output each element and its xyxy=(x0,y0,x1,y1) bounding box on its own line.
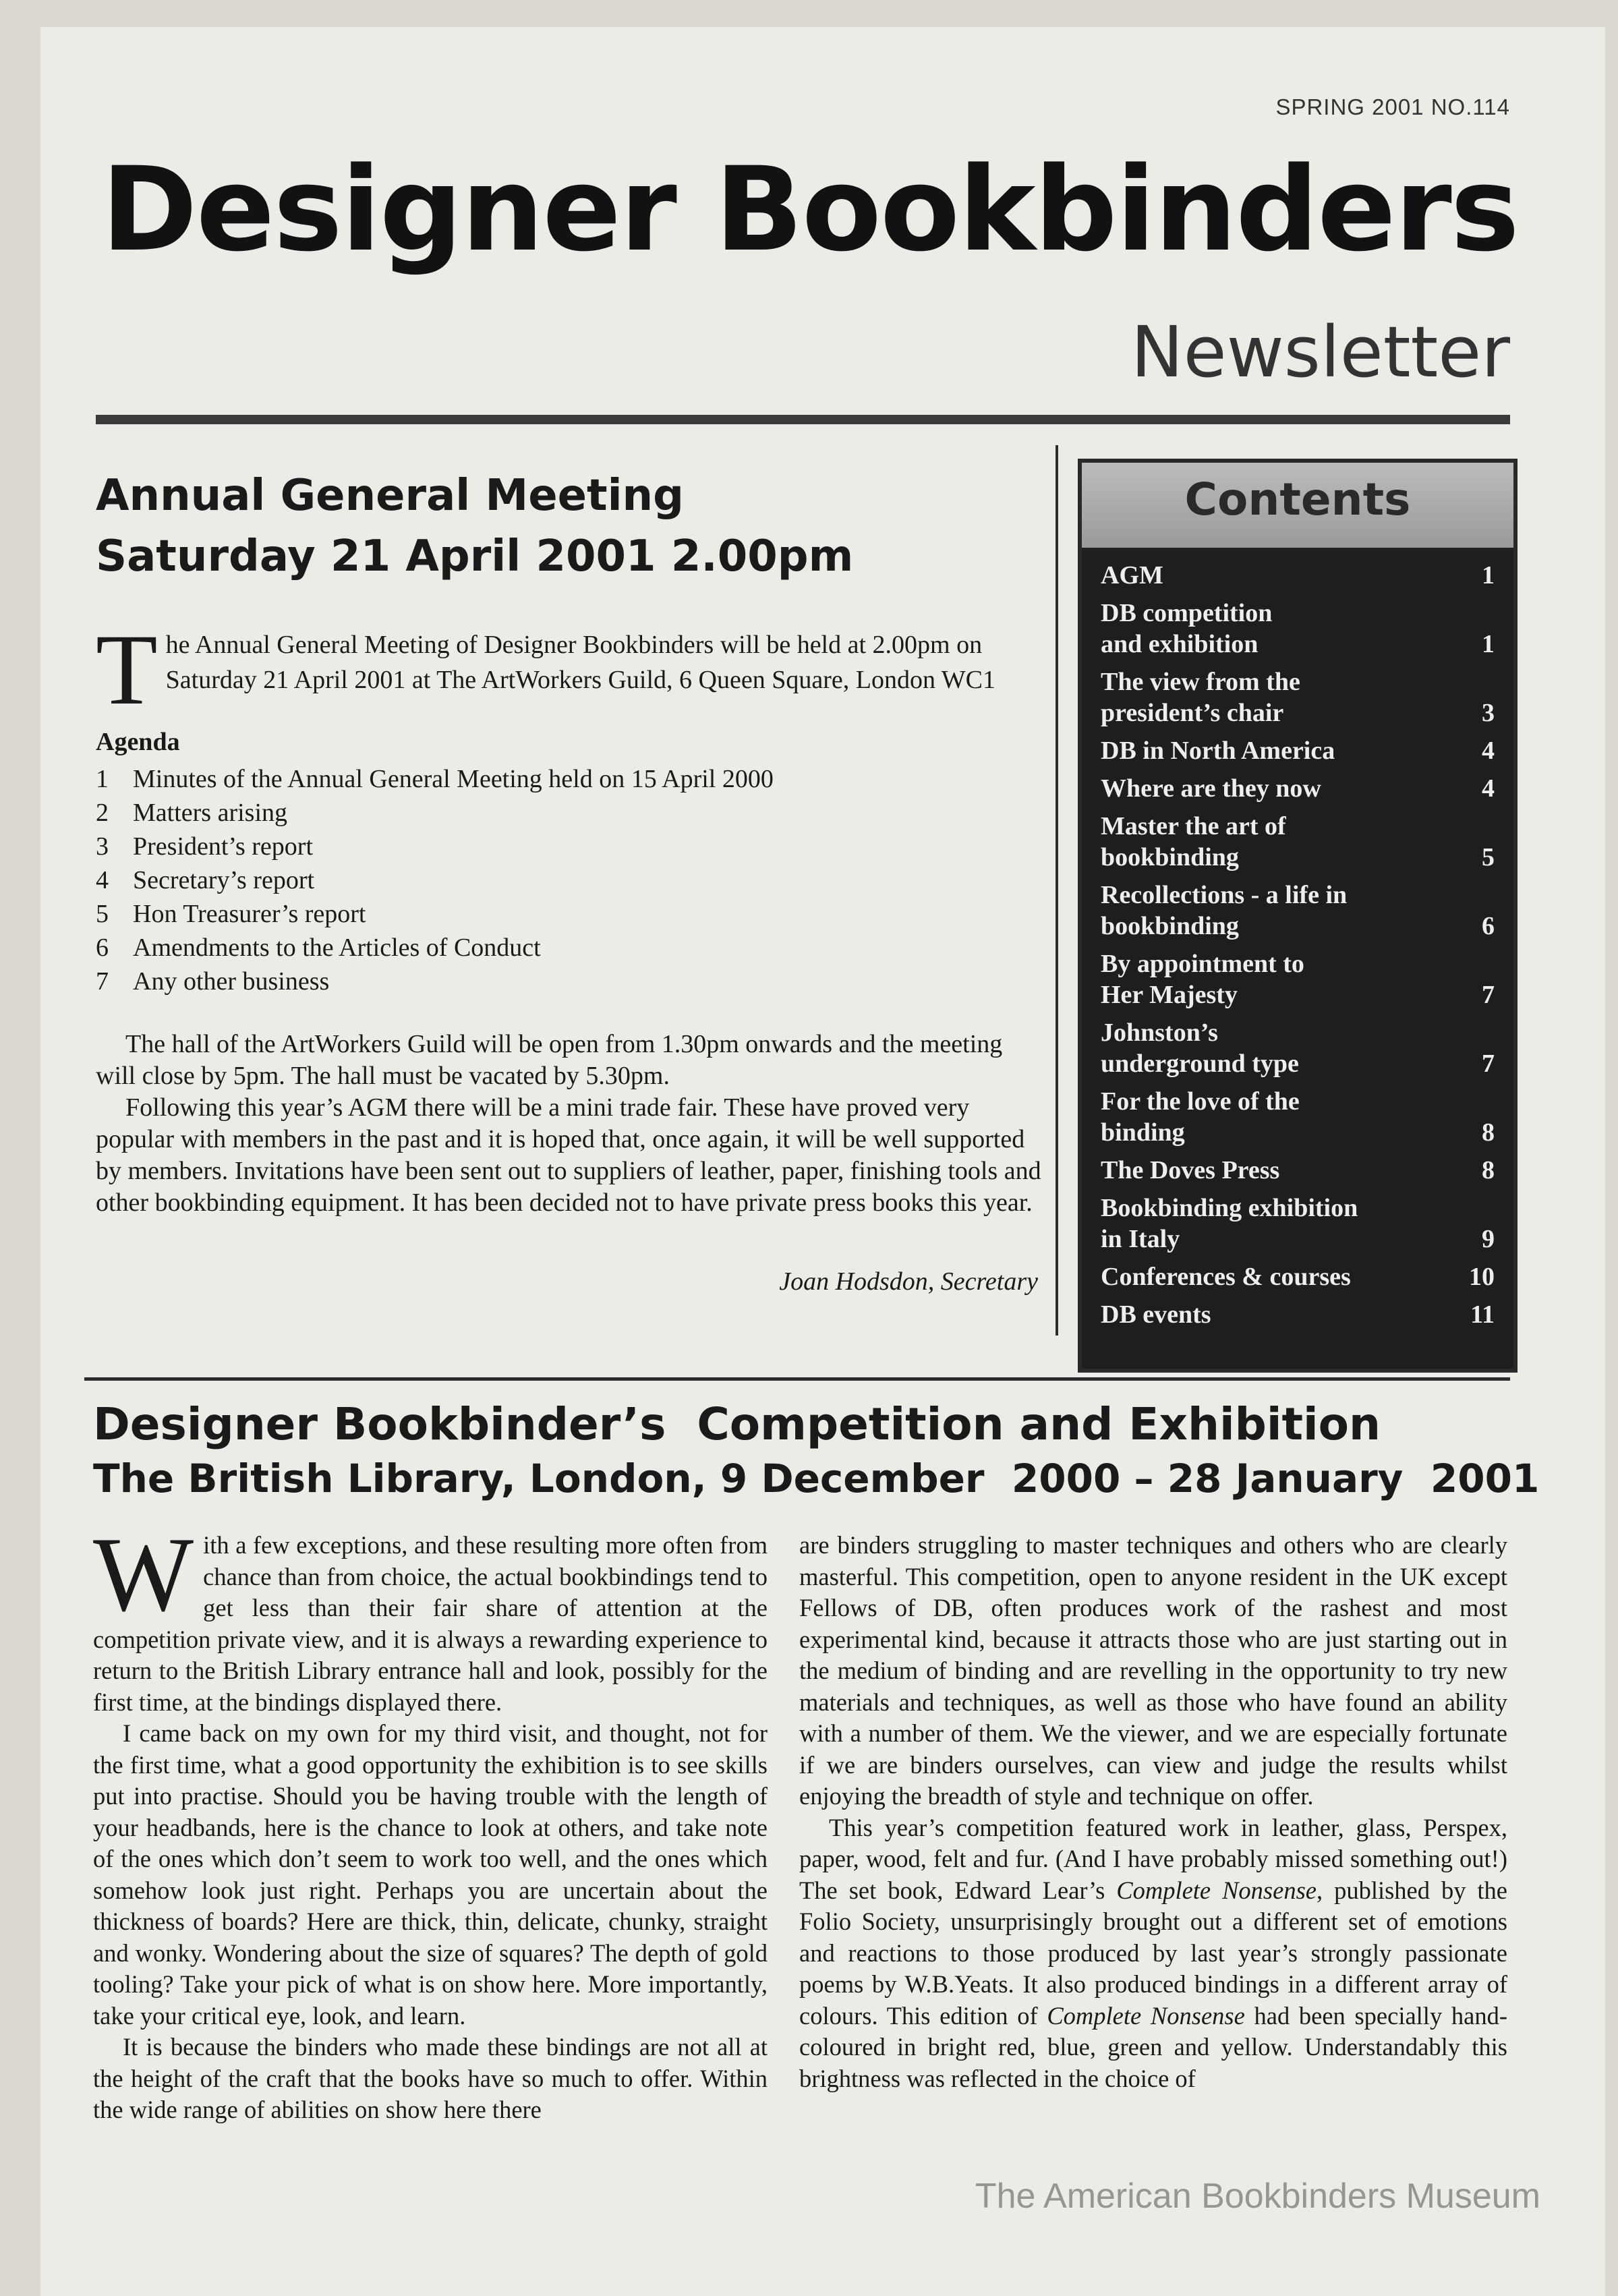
agm-intro-text: he Annual General Meeting of Designer Bookbinders will be held at 2.00pm on Saturday 21 April 2001 at The ArtWorkers Guild, 6 Queen Square, London WC1 xyxy=(165,631,995,694)
agenda-number: 6 xyxy=(96,934,109,962)
book-title: Complete Nonsense xyxy=(1047,2001,1245,2030)
agenda-number: 7 xyxy=(96,967,109,996)
contents-page: 11 xyxy=(1470,1300,1495,1329)
section-rule xyxy=(84,1377,1510,1381)
agenda-number: 4 xyxy=(96,866,109,894)
agenda-item xyxy=(96,762,774,796)
article-paragraph xyxy=(799,1812,1507,2095)
contents-page: 7 xyxy=(1482,1050,1495,1078)
agenda-number: 1 xyxy=(96,765,109,793)
agenda-item xyxy=(96,965,774,998)
contents-heading: Contents xyxy=(1082,463,1513,550)
contents-item[interactable] xyxy=(1101,598,1495,660)
competition-heading xyxy=(93,1398,1539,1505)
article-paragraph: are binders struggling to master techniques and others who are clearly masterful. This competition, open to anyone resident in the UK except Fellows of DB, often produces work of the rashest and most experimental kind, because it attracts those who are just starting out in the medium of binding and are revelling in the opportunity to try new materials and techniques, as well as those who have found an ability with a number of them. We the viewer, and we are especially fortunate if we are binders ourselves, can view and judge the results whilst enjoying the breadth of style and technique on offer. xyxy=(799,1531,1507,1810)
agm-heading-line2: Saturday 21 April 2001 2.00pm xyxy=(96,532,854,581)
issue-number: SPRING 2001 NO.114 xyxy=(1275,94,1510,119)
contents-item[interactable] xyxy=(1101,1261,1495,1292)
contents-page: 8 xyxy=(1482,1118,1495,1147)
article-paragraph xyxy=(93,1516,768,1718)
agm-paragraph: The hall of the ArtWorkers Guild will be open from 1.30pm onwards and the meeting will close by 5pm. The hall must be vacated by 5.30pm. xyxy=(96,1030,1003,1090)
contents-label: DB competition and exhibition xyxy=(1101,599,1273,658)
contents-item[interactable] xyxy=(1101,880,1495,942)
contents-label: By appointment to Her Majesty xyxy=(1101,950,1304,1009)
contents-label: Johnston’s underground type xyxy=(1101,1018,1299,1078)
contents-page: 1 xyxy=(1482,561,1495,590)
contents-item[interactable] xyxy=(1101,1299,1495,1330)
agenda-text: Minutes of the Annual General Meeting held on 15 April 2000 xyxy=(133,765,774,793)
contents-page: 4 xyxy=(1482,737,1495,765)
book-title: Complete Nonsense xyxy=(1116,1876,1317,1904)
agenda-item xyxy=(96,863,774,897)
competition-heading-line2: The British Library, London, 9 December 2000 – 28 January 2001 xyxy=(93,1456,1540,1501)
masthead-title: Designer Bookbinders xyxy=(101,142,1519,277)
contents-label: DB events xyxy=(1101,1300,1211,1329)
article-paragraph: I came back on my own for my third visit, and thought, not for the first time, what a good opportunity the exhibition is to see skills put into practise. Should you be having trouble with the length of your headbands, here is the chance to look at others, and take note of the ones which don’t seem to work too well, and the ones which somehow look just right. Perhaps you are uncertain about the thickness of boards? Here are thick, thin, delicate, chunky, straight and wonky. Wondering about the size of squares? The depth of gold tooling? Take your pick of what is on show here. More importantly, take your critical eye, look, and learn. xyxy=(93,1719,768,2030)
contents-item[interactable] xyxy=(1101,666,1495,728)
contents-page: 7 xyxy=(1482,981,1495,1009)
agenda-item xyxy=(96,931,774,965)
agenda-text: President’s report xyxy=(133,832,314,861)
contents-label: Where are they now xyxy=(1101,774,1321,803)
contents-list xyxy=(1082,550,1513,1330)
contents-label: Recollections - a life in bookbinding xyxy=(1101,881,1348,940)
agenda-number: 5 xyxy=(96,900,109,928)
competition-heading-line1: Designer Bookbinder’s Competition and Exhibition xyxy=(93,1398,1381,1450)
contents-item[interactable] xyxy=(1101,560,1495,591)
contents-page: 10 xyxy=(1469,1263,1495,1291)
contents-item[interactable] xyxy=(1101,948,1495,1010)
header-rule xyxy=(96,415,1510,424)
contents-page: 8 xyxy=(1482,1156,1495,1184)
agenda-heading: Agenda xyxy=(96,728,180,756)
agenda-list xyxy=(96,762,774,998)
contents-label: The Doves Press xyxy=(1101,1156,1280,1184)
agm-heading xyxy=(96,465,853,587)
article-column-1 xyxy=(93,1516,768,2126)
agm-heading-line1: Annual General Meeting xyxy=(96,471,684,521)
agenda-item xyxy=(96,796,774,830)
contents-label: The view from the president’s chair xyxy=(1101,668,1300,727)
agm-intro xyxy=(96,614,1047,726)
contents-label: DB in North America xyxy=(1101,737,1335,765)
article-text: This year’s competition featured work in leather, glass, Perspex, paper, wood, felt and fur. (And I have probably missed something out!) The set book, Edward Lear’s xyxy=(799,1813,1507,1904)
contents-label: Master the art of bookbinding xyxy=(1101,812,1286,871)
article-text: , published by the Folio Society, unsurprisingly brought out a different set of emotions and reactions to those produced by last year’s strongly passionate poems by W.B.Yeats. It also produced bindings in a different array of colours. This edition of xyxy=(799,1876,1508,2030)
agm-dropcap: T xyxy=(96,614,158,726)
agenda-text: Matters arising xyxy=(133,799,288,827)
agenda-item xyxy=(96,830,774,863)
agenda-text: Hon Treasurer’s report xyxy=(133,900,366,928)
contents-label: For the love of the binding xyxy=(1101,1087,1300,1147)
column-divider xyxy=(1056,445,1058,1336)
contents-label: Bookbinding exhibition in Italy xyxy=(1101,1194,1358,1253)
contents-page: 4 xyxy=(1482,774,1495,803)
article-text: ith a few exceptions, and these resulting more often from chance than from choice, the actual bookbindings tend to get less than their fair share of attention at the competition private view, and it is always a rewarding experience to return to the British Library entrance hall and look, possibly for the first time, at the bindings displayed there. xyxy=(93,1531,768,1716)
contents-item[interactable] xyxy=(1101,773,1495,804)
article-text: had been specially hand-coloured in bright red, blue, green and yellow. Understandably this brightness was reflected in the choice of xyxy=(799,2001,1507,2092)
agm-signature: Joan Hodsdon, Secretary xyxy=(779,1267,1038,1296)
contents-item[interactable] xyxy=(1101,1017,1495,1079)
contents-item[interactable] xyxy=(1101,735,1495,766)
contents-label: AGM xyxy=(1101,561,1163,590)
contents-page: 6 xyxy=(1482,912,1495,940)
agenda-number: 3 xyxy=(96,832,109,861)
agenda-text: Secretary’s report xyxy=(133,866,315,894)
agenda-text: Amendments to the Articles of Conduct xyxy=(133,934,541,962)
agenda-text: Any other business xyxy=(133,967,330,996)
contents-page: 5 xyxy=(1482,843,1495,871)
agm-paragraph: Following this year’s AGM there will be a mini trade fair. These have proved very popular with members in the past and it is hoped that, once again, it will be well supported by members. Invitations have been sent out to suppliers of leather, paper, finishing tools and other bookbinding equipment. It has been decided not to have private press books this year. xyxy=(96,1093,1041,1217)
agm-body xyxy=(96,1029,1047,1219)
article-paragraph: It is because the binders who made these bindings are not all at the height of the craft that the books have so much to offer. Within the wide range of abilities on show here there xyxy=(93,2033,768,2123)
contents-item[interactable] xyxy=(1101,1193,1495,1255)
contents-item[interactable] xyxy=(1101,1086,1495,1148)
contents-item[interactable] xyxy=(1101,1155,1495,1186)
contents-box xyxy=(1078,459,1518,1373)
agenda-number: 2 xyxy=(96,799,109,827)
contents-page: 3 xyxy=(1482,699,1495,727)
contents-item[interactable] xyxy=(1101,811,1495,873)
masthead-subtitle: Newsletter xyxy=(1130,311,1510,393)
contents-page: 9 xyxy=(1482,1225,1495,1253)
museum-watermark: The American Bookbinders Museum xyxy=(975,2177,1540,2216)
contents-label: Conferences & courses xyxy=(1101,1263,1351,1291)
article-dropcap: W xyxy=(93,1516,194,1634)
contents-page: 1 xyxy=(1482,630,1495,658)
article-column-2 xyxy=(799,1530,1507,2094)
agenda-item xyxy=(96,897,774,931)
